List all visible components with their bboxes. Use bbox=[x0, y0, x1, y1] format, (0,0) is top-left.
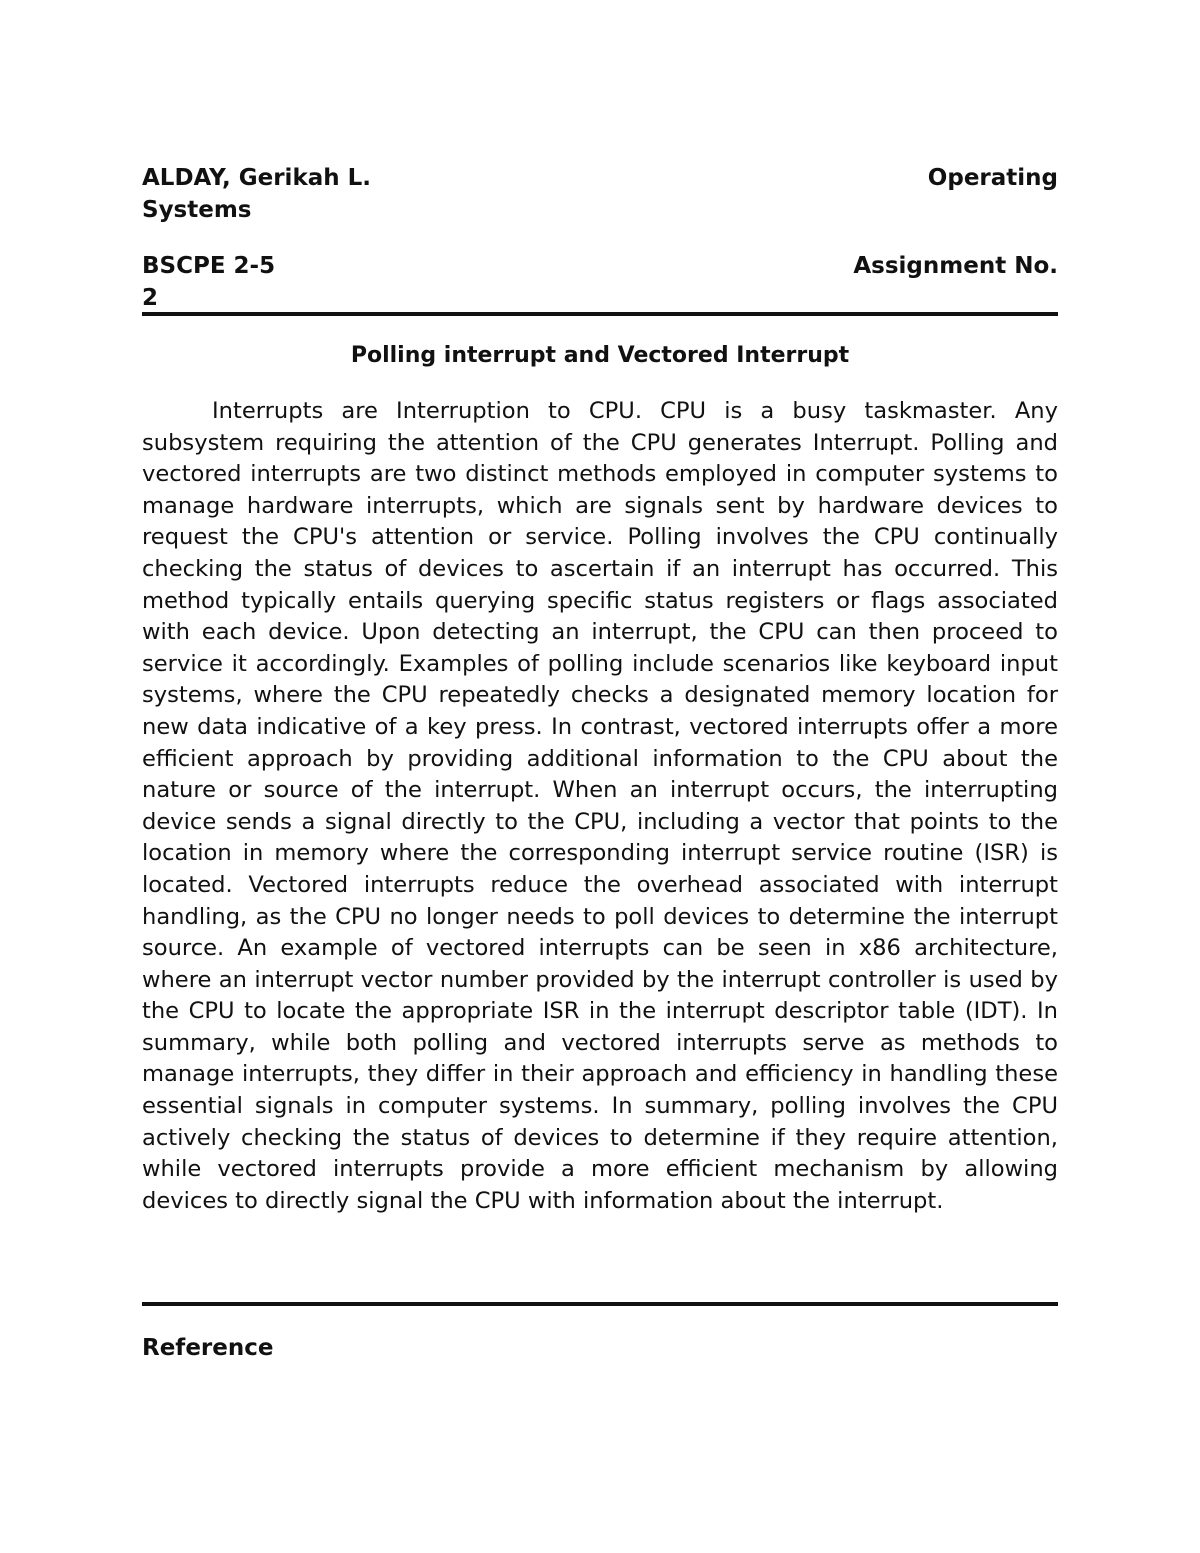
assignment-label-line2: 2 bbox=[142, 285, 159, 311]
reference-heading: Reference bbox=[142, 1335, 274, 1361]
header-row-name-course bbox=[142, 162, 1058, 226]
course-name-line1: Operating bbox=[927, 165, 1058, 191]
top-divider bbox=[142, 312, 1058, 316]
document-title: Polling interrupt and Vectored Interrupt bbox=[350, 343, 850, 368]
header-row-section-assignment bbox=[142, 250, 1058, 314]
body-paragraph: Interrupts are Interruption to CPU. CPU is a busy taskmaster. Any subsystem requiring the attention of the CPU generates Interrupt. Polling and vectored interrupts are two distinct methods employed in computer systems to manage hardware interrupts, which are signals sent by hardware devices to request the CPU's attention or service. Polling involves the CPU continually checking the status of devices to ascertain if an interrupt has occurred. This method typically entails querying specific status registers or flags associated with each device. Upon detecting an interrupt, the CPU can then proceed to service it accordingly. Examples of polling include scenarios like keyboard input systems, where the CPU repeatedly checks a designated memory location for new data indicative of a key press. In contrast, vectored interrupts offer a more efficient approach by providing additional information to the CPU about the nature or source of the interrupt. When an interrupt occurs, the interrupting device sends a signal directly to the CPU, including a vector that points to the location in memory where the corresponding interrupt service routine (ISR) is located. Vectored interrupts reduce the overhead associated with interrupt handling, as the CPU no longer needs to poll devices to determine the interrupt source. An example of vectored interrupts can be seen in x86 architecture, where an interrupt vector number provided by the interrupt controller is used by the CPU to locate the appropriate ISR in the interrupt descriptor table (IDT). In summary, while both polling and vectored interrupts serve as methods to manage interrupts, they differ in their approach and efficiency in handling these essential signals in computer systems. In summary, polling involves the CPU actively checking the status of devices to determine if they require attention, while vectored interrupts provide a more efficient mechanism by allowing devices to directly signal the CPU with information about the interrupt. bbox=[142, 398, 1058, 1214]
bottom-divider bbox=[142, 1302, 1058, 1306]
section-code: BSCPE 2-5 bbox=[142, 253, 276, 279]
student-name: ALDAY, Gerikah L. bbox=[142, 165, 372, 191]
course-name-line2: Systems bbox=[142, 197, 252, 223]
assignment-label-line1: Assignment No. bbox=[853, 253, 1058, 279]
